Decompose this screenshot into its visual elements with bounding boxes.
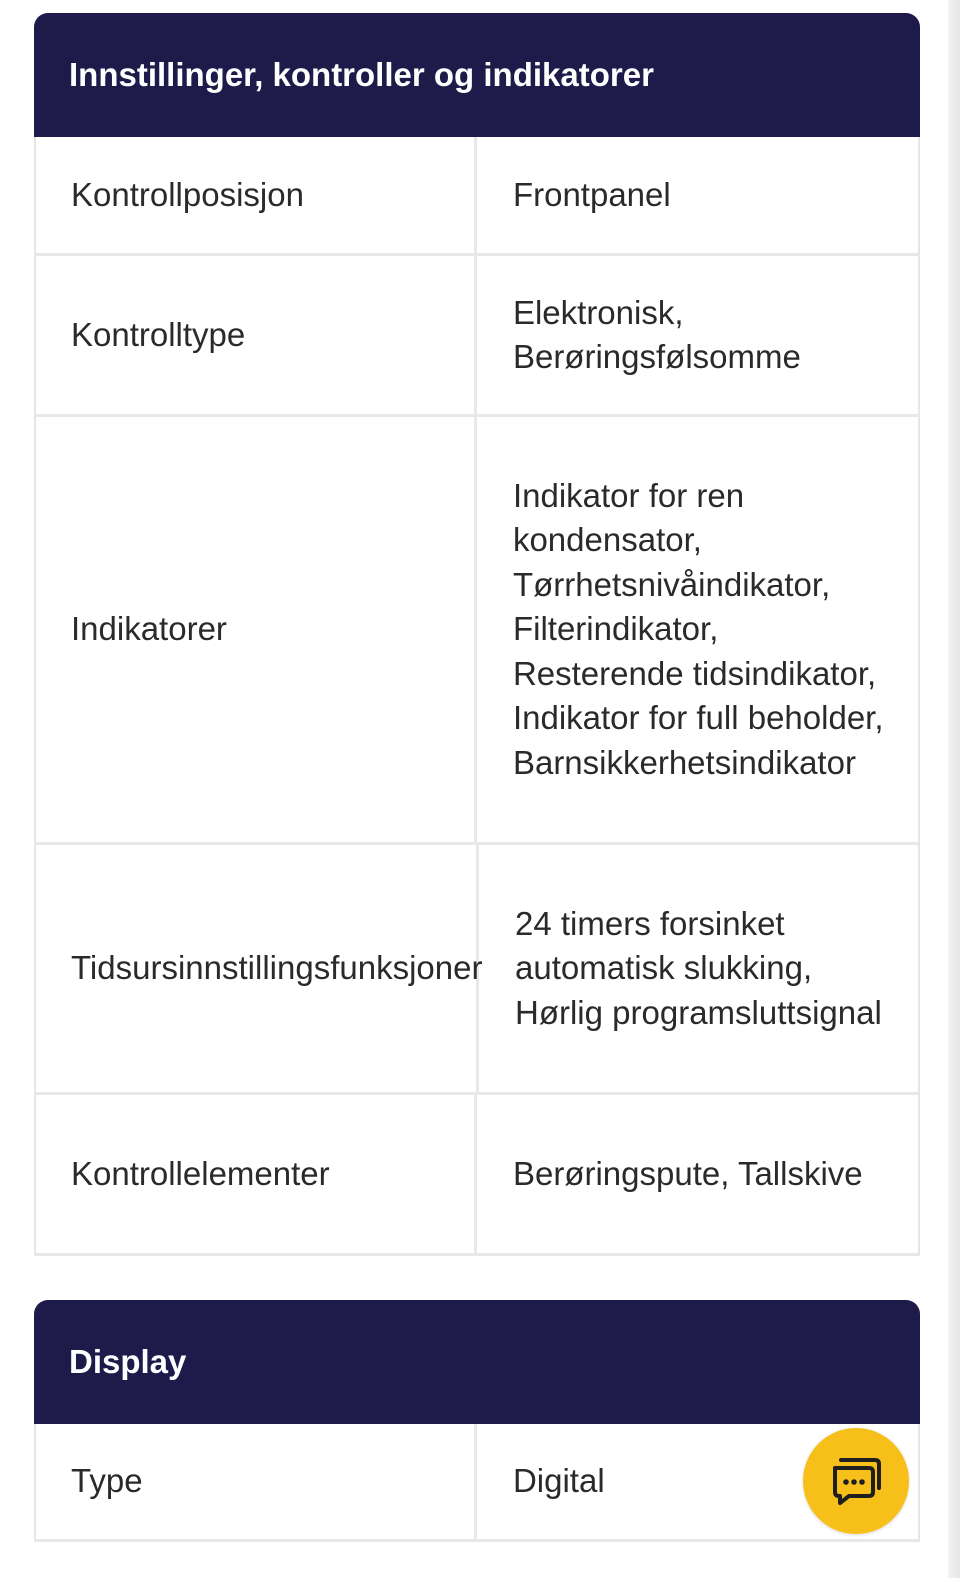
chat-bubbles-icon <box>827 1452 885 1511</box>
row-value: Indikator for ren kondensator, Tørrhetsnivåindikator, Filterindikator, Resterende tidsindikator, Indikator for full beholder, Barnsikkerhetsindikator <box>512 476 884 781</box>
table-row <box>34 845 920 1095</box>
row-label: Kontrollposisjon <box>36 137 477 253</box>
row-value: Frontpanel <box>512 175 671 213</box>
section-header: Innstillinger, kontroller og indikatorer <box>34 13 920 137</box>
table-row <box>34 417 920 845</box>
row-value: 24 timers forsinket automatisk slukking, Hørlig programsluttsignal <box>515 904 882 1031</box>
row-label: Kontrollelementer <box>36 1095 477 1253</box>
section-display <box>34 1300 920 1542</box>
row-value: Elektronisk, Berøringsfølsomme <box>512 293 801 375</box>
row-value: Digital <box>512 1462 605 1500</box>
section-settings <box>34 13 920 1256</box>
row-value: Berøringspute, Tallskive <box>512 1154 863 1192</box>
section-header: Display <box>34 1300 920 1424</box>
table-row <box>34 256 920 417</box>
table-row <box>34 137 920 256</box>
scrollbar[interactable] <box>948 0 960 1578</box>
table-row <box>34 1095 920 1256</box>
row-label: Indikatorer <box>36 417 477 842</box>
row-label: Type <box>36 1424 477 1539</box>
row-label: Kontrolltype <box>36 256 477 414</box>
chat-button[interactable] <box>803 1428 909 1534</box>
table-row <box>34 1424 920 1542</box>
row-label: Tidsursinnstillingsfunksjoner <box>36 845 479 1092</box>
